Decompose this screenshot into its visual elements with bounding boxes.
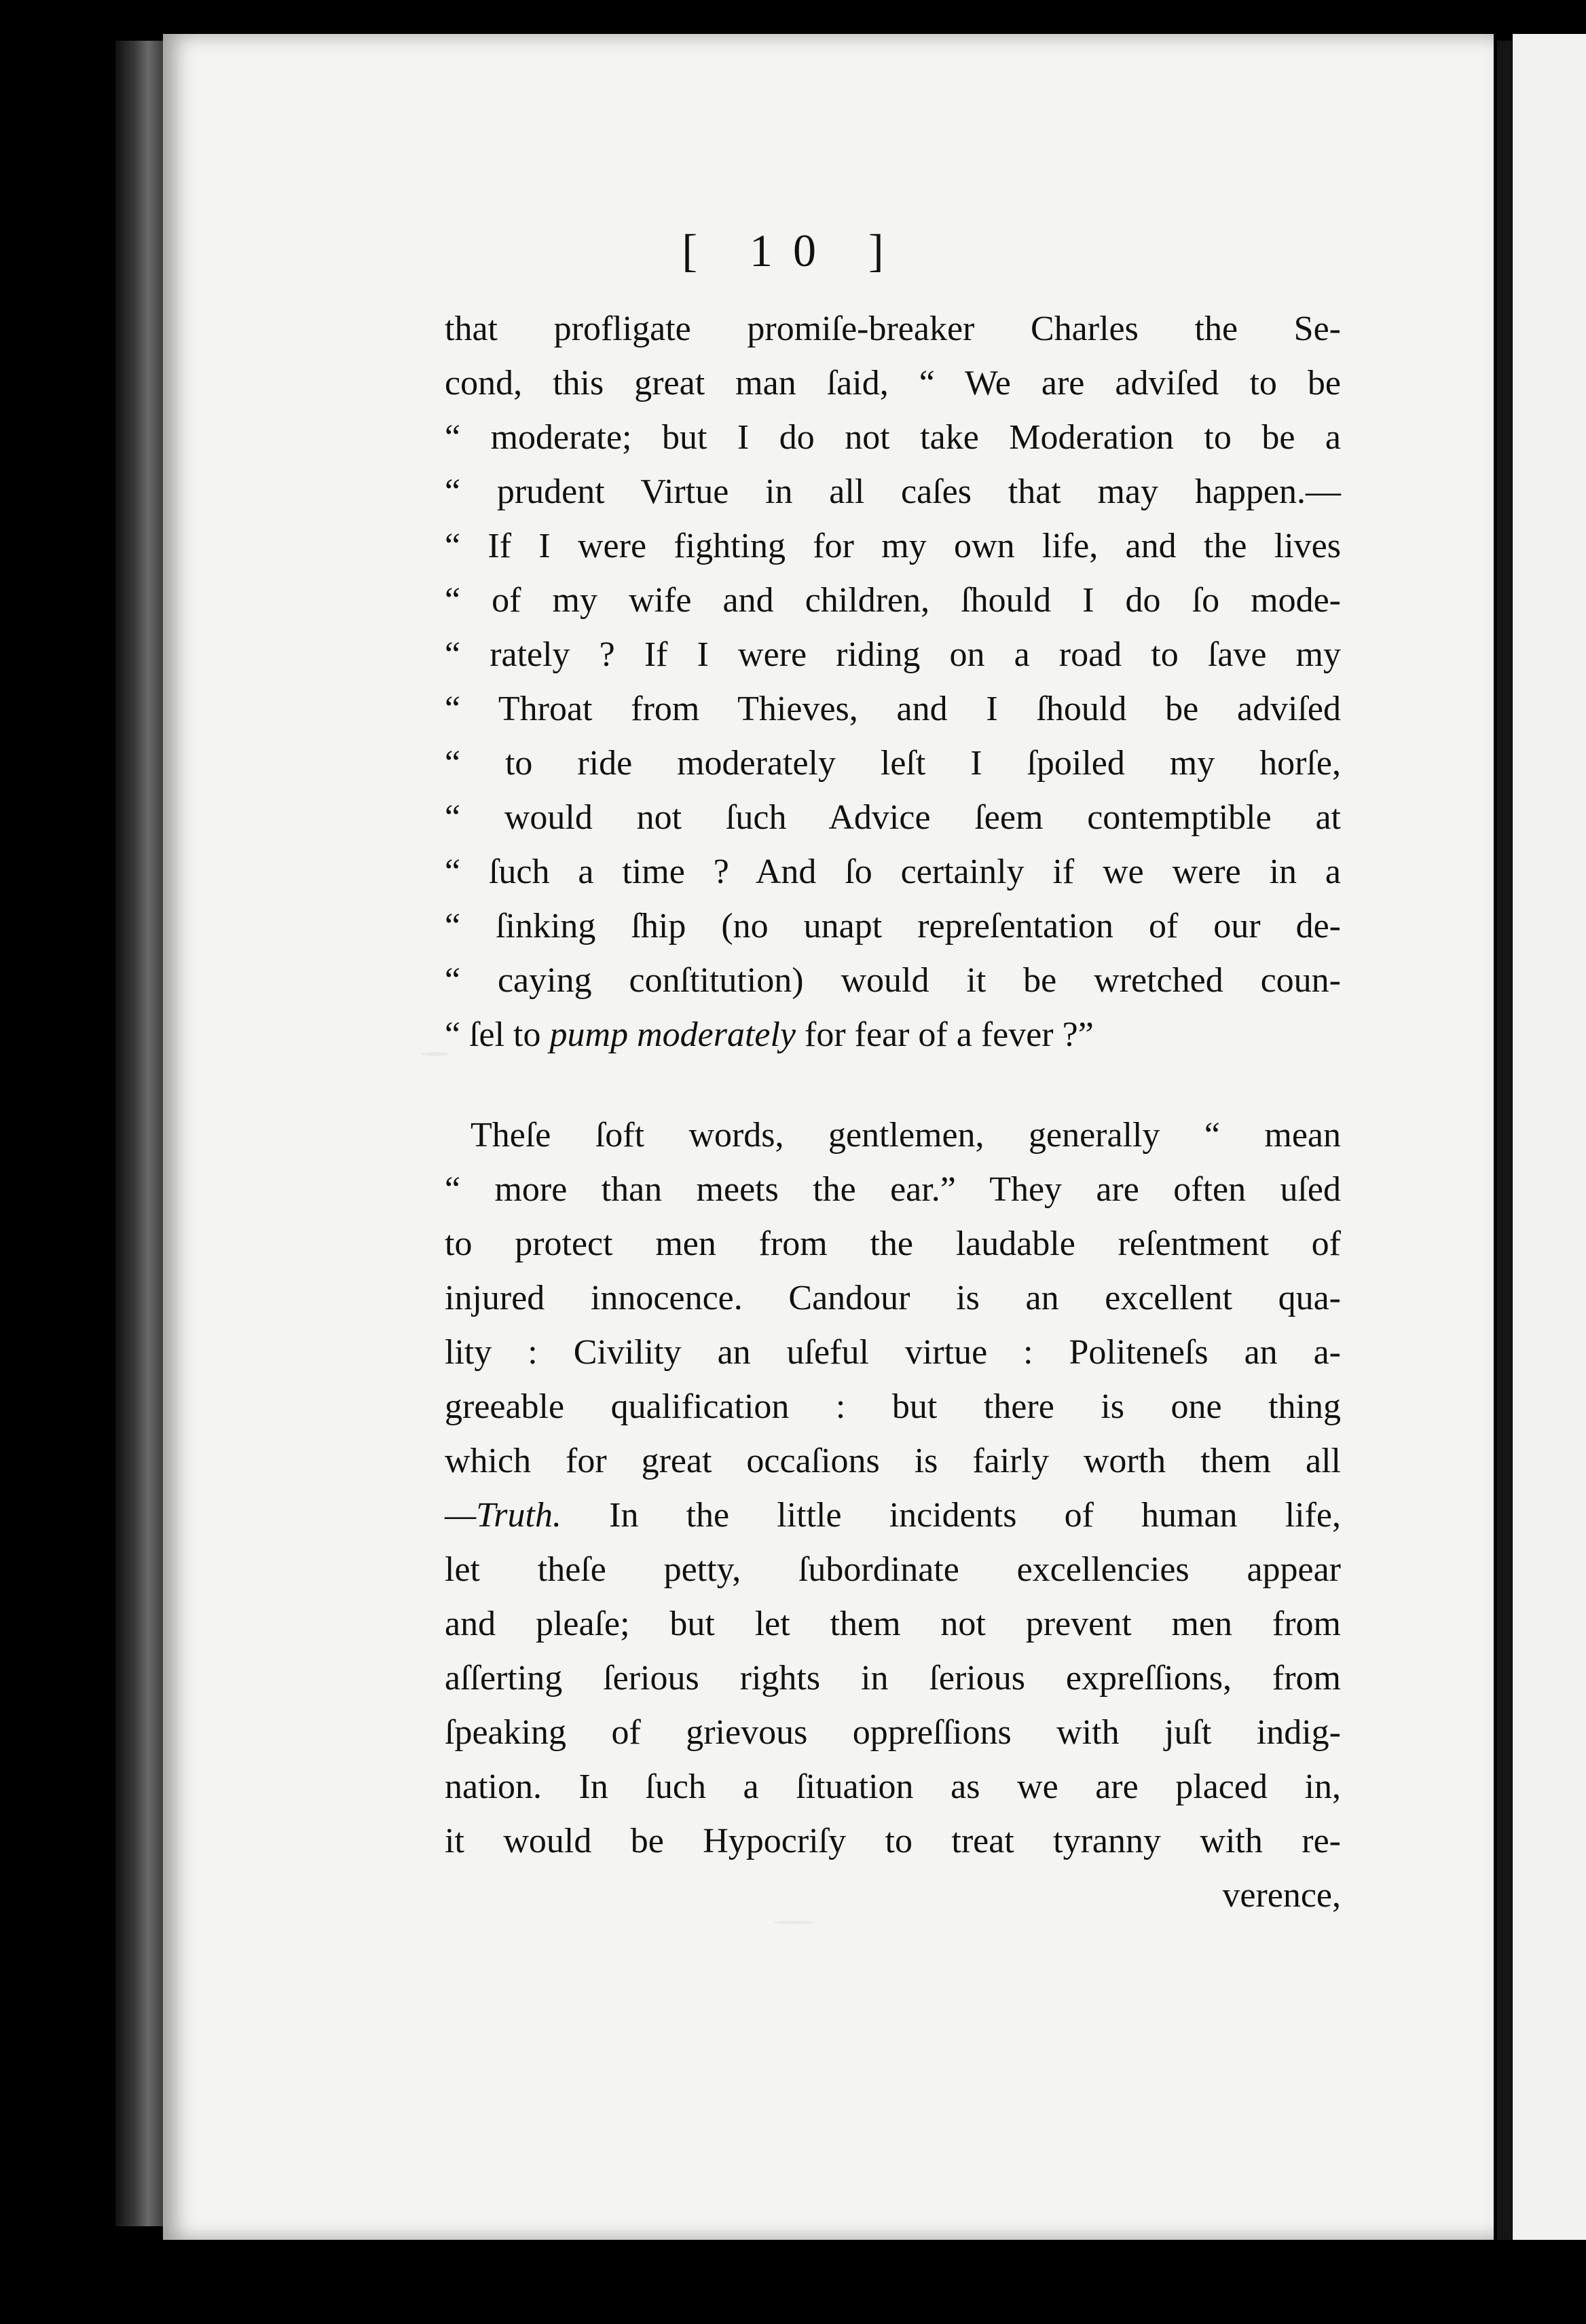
page-gutter xyxy=(1497,41,1512,2240)
text-line xyxy=(445,1488,1341,1543)
italic-emphasis: pump moderately xyxy=(549,1015,796,1054)
quote-paragraph xyxy=(445,302,1341,1062)
text-line: injured innocence. Candour is an excellent qua- xyxy=(445,1279,1341,1317)
text-line: and pleaſe; but let them not prevent men from xyxy=(445,1605,1341,1643)
text-line: ſpeaking of grievous oppreſſions with juſt indig- xyxy=(445,1713,1341,1752)
text-line: “ more than meets the ear.” They are often uſed xyxy=(445,1170,1341,1209)
text-line: aſſerting ſerious rights in ſerious expreſſions, from xyxy=(445,1659,1341,1698)
page-number: [ 10 ] xyxy=(682,225,904,276)
text-line: nation. In ſuch a ſituation as we are placed in, xyxy=(445,1767,1341,1806)
text-line: “ moderate; but I do not take Moderation to be a xyxy=(445,418,1341,457)
text-line: it would be Hypocriſy to treat tyranny with re- xyxy=(445,1822,1341,1860)
text-line: greeable qualification : but there is one thing xyxy=(445,1387,1341,1426)
catchword: verence, xyxy=(1222,1876,1341,1915)
second-paragraph xyxy=(445,1108,1341,1869)
text-line: Theſe ſoft words, gentlemen, generally “ mean xyxy=(471,1116,1341,1155)
text-line: cond, this great man ſaid, “ We are adviſed to be xyxy=(445,364,1341,402)
text-line: “ If I were fighting for my own life, and the lives xyxy=(445,527,1341,565)
text-line: which for great occaſions is fairly worth them all xyxy=(445,1442,1341,1480)
scan-border-left xyxy=(115,41,170,2226)
text-line: “ Throat from Thieves, and I ſhould be adviſed xyxy=(445,690,1341,728)
text-line: “ prudent Virtue in all caſes that may happen.— xyxy=(445,472,1341,511)
paragraph-gap xyxy=(445,1062,1341,1108)
text-line: “ ſinking ſhip (no unapt repreſentation of our de- xyxy=(445,907,1341,945)
text-line: let theſe petty, ſubordinate excellencies appear xyxy=(445,1550,1341,1589)
text-line: that profligate promiſe-breaker Charles the Se- xyxy=(445,310,1341,348)
text-line: “ ſuch a time ? And ſo certainly if we were in a xyxy=(445,852,1341,891)
text-line: to protect men from the laudable reſentment of xyxy=(445,1224,1341,1263)
text-line: “ of my wife and children, ſhould I do ſo mode- xyxy=(445,581,1341,620)
text-line: “ to ride moderately leſt I ſpoiled my horſe, xyxy=(445,744,1341,783)
facing-page-edge xyxy=(1513,34,1586,2240)
text-line xyxy=(445,1008,1341,1062)
text-segment: In the little incidents of human life, xyxy=(561,1496,1341,1535)
text-line: lity : Civility an uſeful virtue : Politeneſs an a- xyxy=(445,1333,1341,1372)
body-text xyxy=(445,302,1341,1923)
text-segment: for fear of a fever ?” xyxy=(796,1015,1094,1054)
italic-emphasis: —Truth. xyxy=(445,1496,561,1535)
text-line: “ caying conſtitution) would it be wretched coun- xyxy=(445,961,1341,1000)
text-segment: “ ſel to xyxy=(445,1015,550,1054)
text-line: “ rately ? If I were riding on a road to ſave my xyxy=(445,635,1341,674)
text-line: “ would not ſuch Advice ſeem contemptible at xyxy=(445,798,1341,837)
